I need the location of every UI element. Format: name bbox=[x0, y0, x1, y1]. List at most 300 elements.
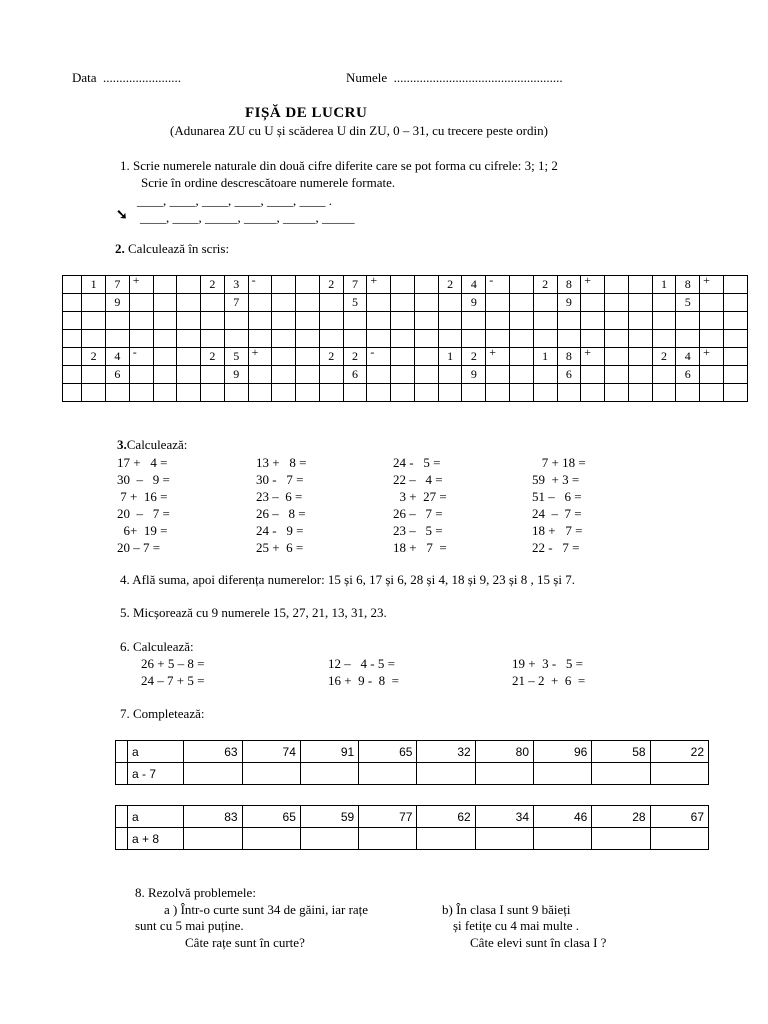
exercise-item: 20 – 7 = bbox=[117, 506, 170, 521]
value-cell: 65 bbox=[242, 806, 300, 828]
grid-cell[interactable] bbox=[652, 384, 676, 402]
answer-cell[interactable] bbox=[242, 763, 300, 785]
grid-cell[interactable] bbox=[628, 330, 652, 348]
grid-cell[interactable] bbox=[343, 312, 367, 330]
name-dots: .................................................... bbox=[393, 70, 563, 85]
name-field[interactable] bbox=[346, 70, 563, 86]
grid-cell[interactable]: 4 bbox=[105, 348, 129, 366]
grid-cell[interactable] bbox=[319, 384, 343, 402]
grid-cell[interactable] bbox=[129, 312, 153, 330]
grid-cell[interactable] bbox=[272, 330, 296, 348]
grid-cell[interactable]: 2 bbox=[533, 276, 557, 294]
grid-cell[interactable]: 2 bbox=[201, 348, 225, 366]
grid-cell[interactable] bbox=[105, 330, 129, 348]
grid-cell[interactable] bbox=[177, 276, 201, 294]
grid-cell[interactable] bbox=[628, 348, 652, 366]
grid-cell[interactable] bbox=[153, 312, 177, 330]
grid-cell[interactable] bbox=[700, 273, 724, 294]
grid-cell[interactable] bbox=[628, 312, 652, 330]
grid-cell[interactable] bbox=[177, 366, 201, 384]
exercise-item: 26 – 7 = bbox=[393, 506, 443, 521]
grid-cell[interactable] bbox=[367, 384, 391, 402]
grid-cell[interactable] bbox=[462, 330, 486, 348]
grid-cell[interactable] bbox=[605, 330, 629, 348]
grid-cell[interactable] bbox=[676, 384, 700, 402]
grid-cell[interactable]: 6 bbox=[676, 366, 700, 384]
ex3-column-4 bbox=[532, 454, 586, 556]
grid-cell[interactable] bbox=[652, 366, 676, 384]
grid-cell[interactable] bbox=[153, 294, 177, 312]
grid-cell[interactable] bbox=[533, 312, 557, 330]
grid-cell[interactable] bbox=[201, 366, 225, 384]
grid-cell[interactable] bbox=[723, 276, 747, 294]
grid-cell[interactable] bbox=[105, 384, 129, 402]
value-cell: 28 bbox=[592, 806, 650, 828]
grid-cell[interactable] bbox=[201, 294, 225, 312]
grid-cell[interactable]: 8 bbox=[557, 276, 581, 294]
ex7-label: 7. Completează: bbox=[120, 706, 205, 721]
grid-cell[interactable] bbox=[628, 294, 652, 312]
ex1-blanks-row2[interactable]: ____, ____, _____, _____, _____, _____ bbox=[140, 210, 355, 225]
grid-row bbox=[63, 294, 748, 312]
name-label: Numele bbox=[346, 70, 388, 85]
grid-cell[interactable] bbox=[177, 384, 201, 402]
value-cell: 91 bbox=[300, 741, 358, 763]
grid-cell[interactable] bbox=[177, 348, 201, 366]
grid-cell[interactable]: 6 bbox=[105, 366, 129, 384]
grid-cell[interactable]: 4 bbox=[676, 348, 700, 366]
grid-cell[interactable] bbox=[533, 330, 557, 348]
exercise-item: 21 – 2 + 6 = bbox=[512, 673, 586, 688]
grid-cell[interactable] bbox=[391, 294, 415, 312]
grid-cell[interactable] bbox=[414, 312, 438, 330]
grid-cell[interactable] bbox=[82, 366, 106, 384]
grid-cell[interactable] bbox=[153, 366, 177, 384]
grid-cell[interactable] bbox=[343, 330, 367, 348]
grid-cell[interactable] bbox=[248, 294, 272, 312]
answer-cell[interactable] bbox=[417, 763, 475, 785]
grid-cell[interactable] bbox=[723, 330, 747, 348]
grid-cell[interactable] bbox=[153, 276, 177, 294]
exercise-item: 23 – 5 = bbox=[393, 523, 443, 538]
ex3-instruction: Calculează: bbox=[126, 437, 188, 452]
answer-cell[interactable] bbox=[300, 828, 358, 850]
grid-cell[interactable] bbox=[367, 366, 391, 384]
calculation-grid[interactable] bbox=[62, 275, 748, 402]
grid-cell[interactable]: 9 bbox=[224, 366, 248, 384]
grid-cell[interactable] bbox=[391, 384, 415, 402]
grid-cell[interactable] bbox=[486, 294, 510, 312]
grid-cell[interactable] bbox=[581, 294, 605, 312]
grid-cell[interactable] bbox=[581, 366, 605, 384]
grid-cell[interactable] bbox=[700, 345, 724, 366]
problem-b-line1: b) În clasa I sunt 9 băieți bbox=[442, 902, 571, 917]
grid-cell[interactable] bbox=[510, 312, 534, 330]
grid-cell[interactable] bbox=[129, 366, 153, 384]
grid-cell[interactable] bbox=[248, 384, 272, 402]
exercise-item: 7 + 16 = bbox=[117, 489, 168, 504]
grid-cell[interactable]: 8 bbox=[557, 348, 581, 366]
grid-cell[interactable]: 6 bbox=[343, 366, 367, 384]
answer-cell[interactable] bbox=[184, 828, 242, 850]
exercise-item: 23 – 6 = bbox=[256, 489, 303, 504]
grid-cell[interactable]: 2 bbox=[462, 348, 486, 366]
value-cell: 96 bbox=[534, 741, 592, 763]
grid-cell[interactable] bbox=[272, 276, 296, 294]
grid-cell[interactable] bbox=[63, 330, 82, 348]
grid-cell[interactable] bbox=[153, 348, 177, 366]
grid-cell[interactable] bbox=[723, 384, 747, 402]
exercise-item: 12 – 4 - 5 = bbox=[328, 656, 395, 671]
ex1-line1: 1. Scrie numerele naturale din două cifre diferite care se pot forma cu cifrele: 3; 1; 2 bbox=[120, 158, 558, 173]
exercise-item: 30 – 9 = bbox=[117, 472, 170, 487]
grid-cell[interactable] bbox=[296, 330, 320, 348]
grid-cell[interactable]: 5 bbox=[343, 294, 367, 312]
grid-cell[interactable] bbox=[201, 312, 225, 330]
grid-cell[interactable] bbox=[177, 312, 201, 330]
ex1-blanks-row1[interactable]: ____, ____, ____, ____, ____, ____ . bbox=[137, 193, 332, 208]
plus-sign: + bbox=[584, 345, 592, 359]
grid-cell[interactable] bbox=[391, 348, 415, 366]
value-cell: 62 bbox=[417, 806, 475, 828]
grid-cell[interactable]: 5 bbox=[224, 348, 248, 366]
grid-cell[interactable] bbox=[129, 294, 153, 312]
exercise-item: 24 - 9 = bbox=[256, 523, 304, 538]
ex2-label bbox=[115, 241, 229, 257]
grid-cell[interactable]: 4 bbox=[462, 276, 486, 294]
exercise-item: 7 + 18 = bbox=[532, 455, 586, 470]
grid-cell[interactable] bbox=[391, 366, 415, 384]
grid-cell[interactable]: 1 bbox=[82, 276, 106, 294]
answer-cell[interactable] bbox=[359, 828, 417, 850]
grid-cell[interactable] bbox=[296, 276, 320, 294]
grid-cell[interactable] bbox=[82, 294, 106, 312]
grid-cell[interactable] bbox=[248, 345, 272, 366]
grid-cell[interactable] bbox=[486, 273, 510, 294]
ex3-column-3 bbox=[393, 454, 447, 556]
grid-cell[interactable] bbox=[581, 345, 605, 366]
value-cell: 34 bbox=[475, 806, 533, 828]
grid-cell[interactable] bbox=[510, 366, 534, 384]
answer-cell[interactable] bbox=[242, 828, 300, 850]
grid-cell[interactable] bbox=[510, 276, 534, 294]
exercise-item: 24 – 7 = bbox=[532, 506, 582, 521]
grid-cell[interactable] bbox=[296, 312, 320, 330]
problem-b-line2: și fetițe cu 4 mai multe . bbox=[453, 918, 579, 933]
grid-cell[interactable]: 2 bbox=[343, 348, 367, 366]
plus-sign: + bbox=[584, 273, 592, 287]
answer-cell[interactable] bbox=[359, 763, 417, 785]
grid-cell[interactable] bbox=[272, 294, 296, 312]
answer-cell[interactable] bbox=[592, 828, 650, 850]
grid-cell[interactable]: 2 bbox=[82, 348, 106, 366]
grid-cell[interactable] bbox=[676, 330, 700, 348]
grid-cell[interactable] bbox=[82, 330, 106, 348]
grid-cell[interactable] bbox=[319, 366, 343, 384]
grid-cell[interactable] bbox=[510, 294, 534, 312]
grid-cell[interactable]: 2 bbox=[319, 276, 343, 294]
grid-cell[interactable] bbox=[367, 273, 391, 294]
grid-cell[interactable] bbox=[605, 312, 629, 330]
answer-cell[interactable] bbox=[184, 763, 242, 785]
grid-cell[interactable] bbox=[248, 312, 272, 330]
grid-cell[interactable] bbox=[224, 312, 248, 330]
grid-cell[interactable] bbox=[605, 276, 629, 294]
grid-cell[interactable] bbox=[63, 366, 82, 384]
grid-cell[interactable] bbox=[201, 330, 225, 348]
grid-cell[interactable]: 5 bbox=[676, 294, 700, 312]
grid-cell[interactable] bbox=[581, 312, 605, 330]
grid-cell[interactable] bbox=[486, 366, 510, 384]
grid-cell[interactable] bbox=[224, 384, 248, 402]
grid-row bbox=[63, 384, 748, 402]
answer-cell[interactable] bbox=[650, 763, 708, 785]
grid-cell[interactable] bbox=[82, 384, 106, 402]
grid-cell[interactable]: 7 bbox=[343, 276, 367, 294]
grid-cell[interactable]: 7 bbox=[224, 294, 248, 312]
grid-cell[interactable] bbox=[129, 384, 153, 402]
answer-cell[interactable] bbox=[534, 763, 592, 785]
ex2-number: 2. bbox=[115, 241, 125, 256]
problem-a-line3: Câte rațe sunt în curte? bbox=[185, 935, 305, 950]
exercise-item: 24 – 7 + 5 = bbox=[141, 673, 205, 688]
answer-cell[interactable] bbox=[534, 828, 592, 850]
answer-cell[interactable] bbox=[592, 763, 650, 785]
grid-cell[interactable]: 2 bbox=[438, 276, 462, 294]
plus-sign: + bbox=[489, 345, 497, 359]
complete-table-plus[interactable] bbox=[115, 805, 709, 850]
grid-cell[interactable] bbox=[462, 384, 486, 402]
grid-cell[interactable] bbox=[129, 273, 153, 294]
grid-cell[interactable]: 9 bbox=[462, 366, 486, 384]
grid-cell[interactable] bbox=[319, 330, 343, 348]
grid-cell[interactable] bbox=[296, 294, 320, 312]
grid-cell[interactable] bbox=[605, 348, 629, 366]
answer-cell[interactable] bbox=[417, 828, 475, 850]
grid-cell[interactable] bbox=[700, 366, 724, 384]
grid-cell[interactable] bbox=[391, 330, 415, 348]
grid-cell[interactable] bbox=[533, 294, 557, 312]
grid-cell[interactable] bbox=[557, 384, 581, 402]
grid-cell[interactable] bbox=[63, 312, 82, 330]
answer-cell[interactable] bbox=[475, 828, 533, 850]
grid-cell[interactable]: 3 bbox=[224, 276, 248, 294]
grid-cell[interactable] bbox=[605, 384, 629, 402]
grid-cell[interactable] bbox=[414, 384, 438, 402]
grid-cell[interactable] bbox=[510, 330, 534, 348]
grid-cell[interactable] bbox=[652, 312, 676, 330]
grid-cell[interactable] bbox=[105, 312, 129, 330]
grid-cell[interactable] bbox=[510, 384, 534, 402]
value-cell: 32 bbox=[417, 741, 475, 763]
grid-cell[interactable] bbox=[63, 384, 82, 402]
ex3-column-2 bbox=[256, 454, 306, 556]
grid-cell[interactable]: 9 bbox=[105, 294, 129, 312]
grid-cell[interactable] bbox=[628, 276, 652, 294]
table-row bbox=[116, 763, 709, 785]
exercise-item: 22 - 7 = bbox=[532, 540, 580, 555]
problem-a-line1: a ) Într-o curte sunt 34 de găini, iar rațe bbox=[164, 902, 369, 917]
grid-cell[interactable] bbox=[63, 348, 82, 366]
grid-cell[interactable] bbox=[628, 384, 652, 402]
grid-cell[interactable] bbox=[652, 294, 676, 312]
date-label: Data bbox=[72, 70, 97, 85]
grid-cell[interactable]: 1 bbox=[533, 348, 557, 366]
exercise-item: 16 + 9 - 8 = bbox=[328, 673, 399, 688]
grid-cell[interactable] bbox=[296, 366, 320, 384]
grid-cell[interactable]: 2 bbox=[319, 348, 343, 366]
grid-cell[interactable] bbox=[438, 294, 462, 312]
arrow-down-right-icon: ➘ bbox=[116, 208, 128, 223]
grid-cell[interactable]: 9 bbox=[462, 294, 486, 312]
grid-cell[interactable] bbox=[628, 366, 652, 384]
grid-cell[interactable] bbox=[63, 294, 82, 312]
grid-cell[interactable]: 2 bbox=[652, 348, 676, 366]
grid-cell[interactable] bbox=[177, 294, 201, 312]
answer-cell[interactable] bbox=[300, 763, 358, 785]
grid-row bbox=[63, 276, 748, 294]
grid-cell[interactable] bbox=[723, 294, 747, 312]
grid-cell[interactable] bbox=[367, 312, 391, 330]
date-dots: ........................ bbox=[103, 70, 182, 85]
grid-cell[interactable] bbox=[343, 384, 367, 402]
row-label-a: a bbox=[128, 806, 184, 828]
date-field[interactable] bbox=[72, 70, 181, 86]
complete-table-minus[interactable] bbox=[115, 740, 709, 785]
grid-cell[interactable] bbox=[700, 312, 724, 330]
grid-cell[interactable] bbox=[510, 348, 534, 366]
grid-cell[interactable] bbox=[438, 384, 462, 402]
grid-cell[interactable] bbox=[272, 312, 296, 330]
grid-cell[interactable] bbox=[700, 294, 724, 312]
grid-cell[interactable] bbox=[224, 330, 248, 348]
grid-cell[interactable]: 1 bbox=[652, 276, 676, 294]
answer-cell[interactable] bbox=[650, 828, 708, 850]
grid-cell[interactable] bbox=[319, 294, 343, 312]
grid-cell[interactable] bbox=[533, 366, 557, 384]
exercise-item: 59 + 3 = bbox=[532, 472, 580, 487]
grid-cell[interactable] bbox=[272, 366, 296, 384]
grid-cell[interactable] bbox=[153, 330, 177, 348]
grid-row bbox=[63, 348, 748, 366]
ex5-text: 5. Micșorează cu 9 numerele 15, 27, 21, 13, 31, 23. bbox=[120, 605, 387, 620]
grid-cell[interactable] bbox=[605, 294, 629, 312]
grid-cell[interactable] bbox=[248, 366, 272, 384]
grid-cell[interactable] bbox=[486, 345, 510, 366]
grid-cell[interactable] bbox=[319, 312, 343, 330]
grid-cell[interactable] bbox=[700, 384, 724, 402]
value-cell: 80 bbox=[475, 741, 533, 763]
grid-cell[interactable] bbox=[82, 312, 106, 330]
grid-cell[interactable] bbox=[177, 330, 201, 348]
grid-cell[interactable] bbox=[652, 330, 676, 348]
grid-cell[interactable] bbox=[581, 384, 605, 402]
grid-cell[interactable] bbox=[486, 384, 510, 402]
grid-cell[interactable] bbox=[414, 348, 438, 366]
grid-cell[interactable] bbox=[414, 366, 438, 384]
grid-cell[interactable] bbox=[723, 348, 747, 366]
ex3-number: 3. bbox=[117, 437, 127, 452]
problem-b-line3: Câte elevi sunt în clasa I ? bbox=[470, 935, 607, 950]
minus-sign: - bbox=[489, 273, 494, 287]
grid-cell[interactable] bbox=[272, 348, 296, 366]
minus-sign: - bbox=[251, 273, 256, 287]
grid-cell[interactable] bbox=[723, 366, 747, 384]
problem-a-line2: sunt cu 5 mai puține. bbox=[135, 918, 244, 933]
grid-cell[interactable] bbox=[63, 276, 82, 294]
value-cell: 65 bbox=[359, 741, 417, 763]
ex4-text: 4. Află suma, apoi diferența numerelor: 15 și 6, 17 și 6, 28 și 4, 18 și 9, 23 și 8 , 15 și 7. bbox=[120, 572, 575, 587]
grid-cell[interactable] bbox=[248, 273, 272, 294]
answer-cell[interactable] bbox=[475, 763, 533, 785]
grid-cell[interactable] bbox=[438, 366, 462, 384]
grid-cell[interactable] bbox=[414, 294, 438, 312]
value-cell: 74 bbox=[242, 741, 300, 763]
ex6-column-2 bbox=[328, 655, 399, 689]
grid-cell[interactable] bbox=[129, 345, 153, 366]
grid-cell[interactable] bbox=[533, 384, 557, 402]
grid-cell[interactable] bbox=[414, 330, 438, 348]
table-row bbox=[116, 806, 709, 828]
grid-cell[interactable]: 1 bbox=[438, 348, 462, 366]
grid-cell[interactable] bbox=[557, 330, 581, 348]
grid-cell[interactable] bbox=[438, 312, 462, 330]
grid-cell[interactable]: 2 bbox=[201, 276, 225, 294]
row-label-a: a bbox=[128, 741, 184, 763]
row-label-a-minus-7: a - 7 bbox=[128, 763, 184, 785]
plus-sign: + bbox=[132, 273, 140, 287]
ex1-line2: Scrie în ordine descrescătoare numerele formate. bbox=[141, 175, 396, 190]
plus-sign: + bbox=[370, 273, 378, 287]
grid-cell[interactable] bbox=[557, 312, 581, 330]
value-cell: 63 bbox=[184, 741, 242, 763]
grid-cell[interactable] bbox=[414, 276, 438, 294]
exercise-item: 18 + 7 = bbox=[532, 523, 583, 538]
grid-cell[interactable] bbox=[438, 330, 462, 348]
grid-cell[interactable]: 9 bbox=[557, 294, 581, 312]
grid-cell[interactable] bbox=[367, 294, 391, 312]
ex3-label bbox=[117, 437, 187, 453]
grid-cell[interactable] bbox=[581, 273, 605, 294]
grid-cell[interactable] bbox=[723, 312, 747, 330]
grid-cell[interactable] bbox=[391, 276, 415, 294]
grid-cell[interactable]: 6 bbox=[557, 366, 581, 384]
grid-cell[interactable] bbox=[605, 366, 629, 384]
grid-cell[interactable] bbox=[391, 312, 415, 330]
grid-cell[interactable] bbox=[676, 312, 700, 330]
exercise-item: 3 + 27 = bbox=[393, 489, 447, 504]
grid-cell[interactable] bbox=[486, 312, 510, 330]
exercise-item: 22 – 4 = bbox=[393, 472, 443, 487]
exercise-item: 17 + 4 = bbox=[117, 455, 168, 470]
grid-cell[interactable]: 8 bbox=[676, 276, 700, 294]
grid-cell[interactable] bbox=[272, 384, 296, 402]
grid-cell[interactable] bbox=[296, 348, 320, 366]
ex6-column-3 bbox=[512, 655, 585, 689]
value-cell: 58 bbox=[592, 741, 650, 763]
grid-cell[interactable] bbox=[367, 345, 391, 366]
grid-cell[interactable] bbox=[462, 312, 486, 330]
value-cell: 22 bbox=[650, 741, 708, 763]
exercise-item: 25 + 6 = bbox=[256, 540, 304, 555]
exercise-item: 20 – 7 = bbox=[117, 540, 161, 555]
grid-cell[interactable] bbox=[201, 384, 225, 402]
grid-cell[interactable] bbox=[153, 384, 177, 402]
grid-cell[interactable] bbox=[296, 384, 320, 402]
table-row bbox=[116, 741, 709, 763]
grid-cell[interactable]: 7 bbox=[105, 276, 129, 294]
plus-sign: + bbox=[703, 273, 710, 287]
